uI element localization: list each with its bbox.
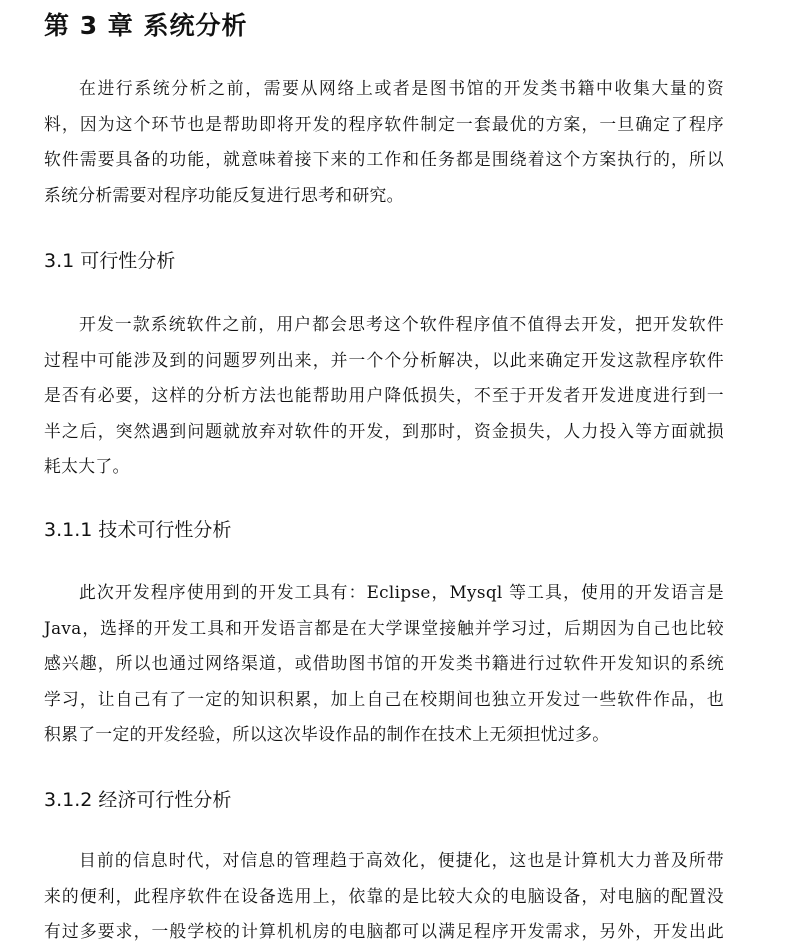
- paragraph-line: 在进行系统分析之前，需要从网络上或者是图书馆的开发类书籍中收集大量的资: [79, 78, 724, 98]
- paragraph-line: Java，选择的开发工具和开发语言都是在大学课堂接触并学习过，后期因为自己也比较: [44, 617, 724, 638]
- paragraph-line: 开发一款系统软件之前，用户都会思考这个软件程序值不值得去开发，把开发软件: [79, 314, 724, 334]
- paragraph-line: 感兴趣，所以也通过网络渠道，或借助图书馆的开发类书籍进行过软件开发知识的系统: [44, 653, 724, 673]
- paragraph-line: 料，因为这个环节也是帮助即将开发的程序软件制定一套最优的方案，一旦确定了程序: [44, 113, 724, 134]
- paragraph-line: 耗太大了。: [44, 456, 130, 476]
- economic-feasibility-paragraph: [44, 843, 724, 950]
- paragraph-line: 是否有必要，这样的分析方法也能帮助用户降低损失，不至于开发者开发进度进行到一: [44, 385, 724, 405]
- paragraph-line: 半之后，突然遇到问题就放弃对软件的开发，到那时，资金损失，人力投入等方面就损: [44, 420, 724, 441]
- paragraph-line: 过程中可能涉及到的问题罗列出来，并一个个分析解决，以此来确定开发这款程序软件: [44, 349, 724, 370]
- section-heading-3-1-2: 3.1.2 经济可行性分析: [44, 789, 232, 811]
- section-heading-3-1-1: 3.1.1 技术可行性分析: [44, 519, 232, 541]
- paragraph-line: 系统分析需要对程序功能反复进行思考和研究。: [44, 184, 404, 205]
- intro-paragraph: [44, 71, 724, 213]
- paragraph-line: 有过多要求，一般学校的计算机机房的电脑都可以满足程序开发需求，另外，开发出此: [44, 921, 724, 941]
- paragraph-line: 学习，让自己有了一定的知识积累，加上自己在校期间也独立开发过一些软件作品，也: [44, 688, 724, 709]
- paragraph-line: 来的便利，此程序软件在设备选用上，依靠的是比较大众的电脑设备，对电脑的配置没: [44, 885, 724, 906]
- paragraph-line: 目前的信息时代，对信息的管理趋于高效化，便捷化，这也是计算机大力普及所带: [79, 850, 724, 870]
- chapter-title: 第 3 章 系统分析: [44, 11, 248, 40]
- feasibility-paragraph: [44, 307, 724, 485]
- paragraph-line: 软件需要具备的功能，就意味着接下来的工作和任务都是围绕着这个方案执行的，所以: [44, 149, 724, 169]
- section-heading-3-1: 3.1 可行性分析: [44, 250, 176, 272]
- technical-feasibility-paragraph: [44, 575, 724, 753]
- paragraph-line: 积累了一定的开发经验，所以这次毕设作品的制作在技术上无须担忧过多。: [44, 724, 610, 744]
- paragraph-line: 此次开发程序使用到的开发工具有：Eclipse，Mysql 等工具，使用的开发语言是: [79, 582, 724, 602]
